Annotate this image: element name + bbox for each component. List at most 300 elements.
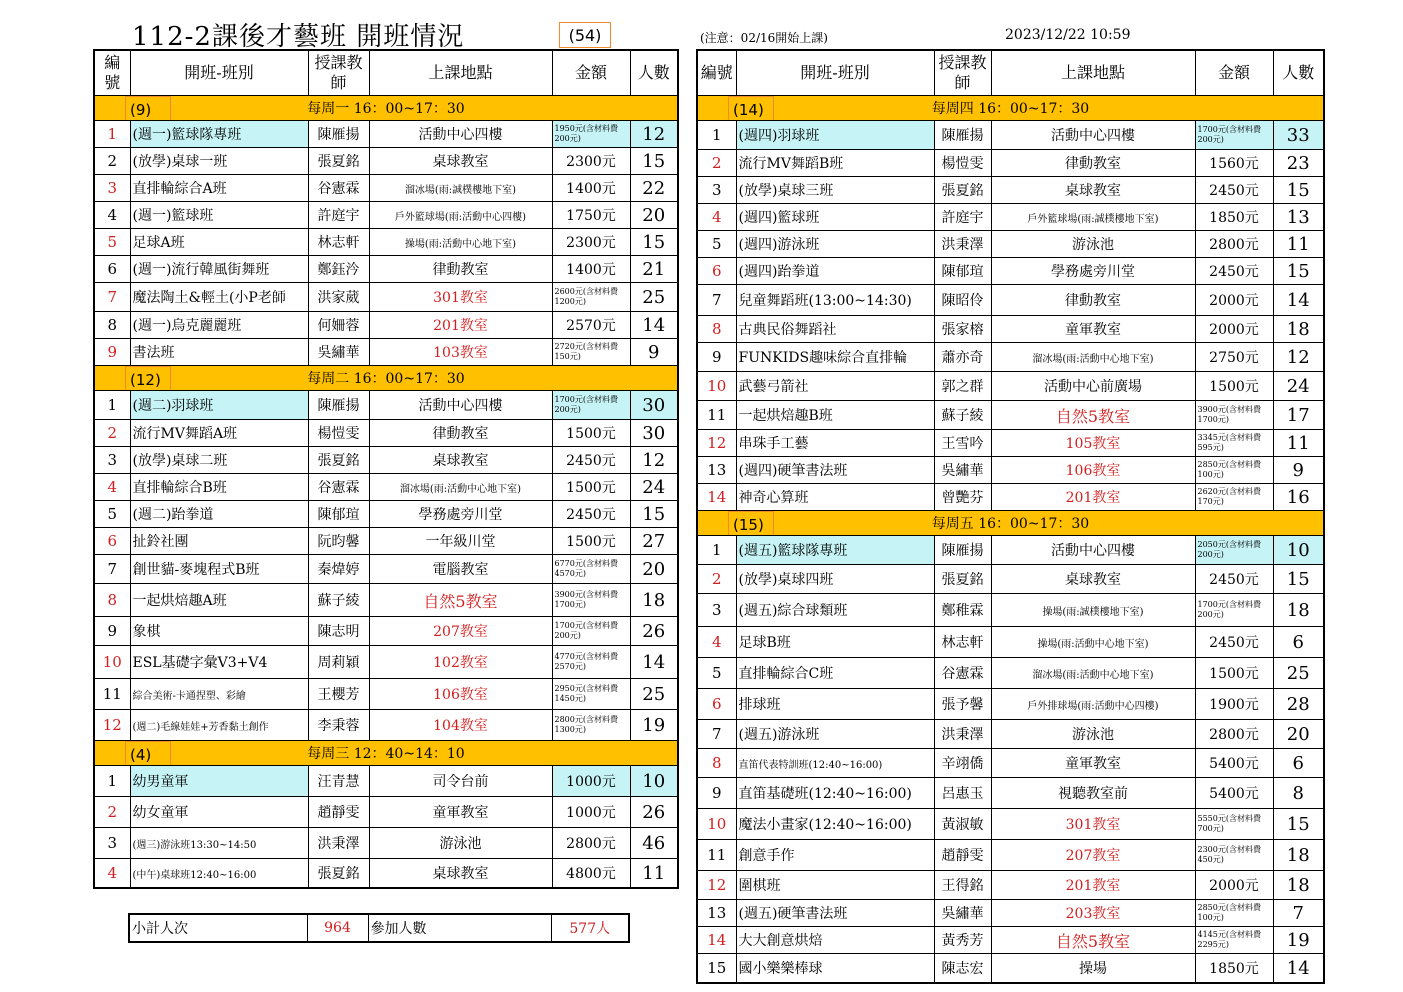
class-amount: 3900元(含材料費1700元) (1195, 401, 1273, 430)
row-number: 1 (697, 121, 736, 150)
teacher-name: 郭之群 (934, 372, 991, 401)
teacher-name: 吳繡華 (934, 457, 991, 484)
table-row (94, 710, 678, 741)
enrollment-count: 6 (1273, 749, 1324, 778)
table-row (94, 584, 678, 617)
row-number: 4 (94, 474, 130, 501)
summary-value-visits: 964 (307, 914, 368, 942)
table-row (94, 339, 678, 366)
class-location: 童軍教室 (369, 797, 552, 828)
class-name: 大大創意烘焙 (736, 927, 934, 954)
table-row (94, 447, 678, 474)
teacher-name: 陳雁揚 (934, 536, 991, 565)
enrollment-count: 10 (630, 766, 678, 797)
table-row (697, 720, 1324, 749)
teacher-name: 阮昀馨 (308, 528, 369, 555)
teacher-name: 呂惠玉 (934, 778, 991, 809)
summary-row (129, 914, 629, 942)
row-number: 2 (697, 565, 736, 594)
enrollment-count: 28 (1273, 689, 1324, 720)
class-amount: 1400元 (552, 175, 630, 202)
class-name: 串珠手工藝 (736, 430, 934, 457)
section-header-wed (94, 741, 678, 766)
class-location: 207教室 (369, 617, 552, 646)
table-row (697, 536, 1324, 565)
section-count-badge: (14) (728, 96, 774, 121)
class-location: 自然5教室 (991, 927, 1195, 954)
row-number: 7 (697, 720, 736, 749)
class-name: 創世貓-麥塊程式B班 (130, 555, 308, 584)
row-number: 1 (94, 391, 130, 420)
enrollment-count: 18 (1273, 594, 1324, 627)
teacher-name: 張家榕 (934, 316, 991, 343)
class-location: 桌球教室 (369, 447, 552, 474)
class-name: 一起烘焙趣A班 (130, 584, 308, 617)
teacher-name: 洪家葳 (308, 283, 369, 312)
row-number: 1 (94, 766, 130, 797)
class-location: 104教室 (369, 710, 552, 741)
class-location: 電腦教室 (369, 555, 552, 584)
page-title: 112-2課後才藝班 開班情況 (132, 22, 465, 52)
teacher-name: 陳雁揚 (308, 121, 369, 148)
class-name: (週四)游泳班 (736, 231, 934, 258)
class-amount: 2050元(含材料費200元) (1195, 536, 1273, 565)
teacher-name: 陳雁揚 (308, 391, 369, 420)
class-amount: 1750元 (552, 202, 630, 229)
section-header-cell (94, 366, 678, 391)
class-location: 203教室 (991, 900, 1195, 927)
class-amount: 4145元(含材料費2295元) (1195, 927, 1273, 954)
table-row (697, 150, 1324, 177)
class-name: 武藝弓箭社 (736, 372, 934, 401)
table-row (94, 256, 678, 283)
teacher-name: 周莉穎 (308, 646, 369, 679)
left-schedule-table (93, 49, 679, 889)
section-header-thu (697, 96, 1324, 121)
class-amount: 1700元(含材料費200元) (552, 617, 630, 646)
table-row (697, 809, 1324, 840)
enrollment-count: 11 (1273, 231, 1324, 258)
row-number: 9 (697, 778, 736, 809)
enrollment-count: 14 (1273, 285, 1324, 316)
section-count-badge: (4) (125, 741, 171, 766)
table-row (697, 372, 1324, 401)
enrollment-count: 15 (630, 148, 678, 175)
table-row (697, 749, 1324, 778)
class-location: 司令台前 (369, 766, 552, 797)
teacher-name: 張予馨 (934, 689, 991, 720)
section-header-fri (697, 511, 1324, 536)
row-number: 9 (697, 343, 736, 372)
class-name: 國小樂樂棒球 (736, 954, 934, 984)
row-number: 3 (94, 175, 130, 202)
col-amount: 金額 (552, 50, 630, 96)
teacher-name: 谷憲霖 (308, 175, 369, 202)
table-row (94, 617, 678, 646)
enrollment-count: 23 (1273, 150, 1324, 177)
section-header-mon (94, 96, 678, 121)
teacher-name: 陳郁瑄 (308, 501, 369, 528)
class-amount: 2300元 (552, 148, 630, 175)
class-amount: 1850元 (1195, 954, 1273, 984)
class-amount: 2300元(含材料費450元) (1195, 840, 1273, 871)
table-row (94, 474, 678, 501)
table-row (94, 391, 678, 420)
enrollment-count: 18 (1273, 316, 1324, 343)
table-row (697, 627, 1324, 658)
row-number: 12 (94, 710, 130, 741)
class-location: 301教室 (369, 283, 552, 312)
class-amount: 1500元 (552, 474, 630, 501)
table-row (94, 528, 678, 555)
class-amount: 1000元 (552, 766, 630, 797)
teacher-name: 王得銘 (934, 871, 991, 900)
class-name: 神奇心算班 (736, 484, 934, 511)
enrollment-count: 12 (630, 447, 678, 474)
left-body (94, 96, 678, 889)
class-location: 溜冰場(雨:活動中心地下室) (991, 343, 1195, 372)
class-amount: 1500元 (1195, 372, 1273, 401)
class-name: 創意手作 (736, 840, 934, 871)
class-location: 自然5教室 (991, 401, 1195, 430)
table-row (697, 430, 1324, 457)
class-amount: 3345元(含材料費595元) (1195, 430, 1273, 457)
enrollment-count: 11 (1273, 430, 1324, 457)
class-amount: 2720元(含材料費150元) (552, 339, 630, 366)
table-row (697, 316, 1324, 343)
class-location: 106教室 (369, 679, 552, 710)
enrollment-count: 20 (630, 555, 678, 584)
table-row (697, 204, 1324, 231)
teacher-name: 吳繡華 (308, 339, 369, 366)
class-amount: 2000元 (1195, 871, 1273, 900)
row-number: 10 (697, 809, 736, 840)
row-number: 3 (94, 447, 130, 474)
enrollment-count: 15 (1273, 177, 1324, 204)
table-row (94, 229, 678, 256)
class-location: 活動中心四樓 (991, 536, 1195, 565)
class-amount: 2600元(含材料費1200元) (552, 283, 630, 312)
teacher-name: 楊愷雯 (934, 150, 991, 177)
class-location: 105教室 (991, 430, 1195, 457)
row-number: 8 (94, 312, 130, 339)
teacher-name: 楊愷雯 (308, 420, 369, 447)
section-header-tue (94, 366, 678, 391)
class-amount: 2950元(含材料費1450元) (552, 679, 630, 710)
enrollment-count: 16 (1273, 484, 1324, 511)
col-class: 開班-班別 (736, 50, 934, 96)
row-number: 14 (697, 927, 736, 954)
class-name: (週四)跆拳道 (736, 258, 934, 285)
class-name: 幼女童軍 (130, 797, 308, 828)
table-row (697, 954, 1324, 984)
enrollment-count: 10 (1273, 536, 1324, 565)
timestamp: 2023/12/22 10:59 (1005, 27, 1131, 43)
class-amount: 2000元 (1195, 285, 1273, 316)
enrollment-count: 8 (1273, 778, 1324, 809)
enrollment-count: 22 (630, 175, 678, 202)
teacher-name: 何姍蓉 (308, 312, 369, 339)
enrollment-count: 24 (1273, 372, 1324, 401)
table-row (94, 283, 678, 312)
class-location: 童軍教室 (991, 749, 1195, 778)
right-body (697, 96, 1324, 984)
enrollment-count: 12 (1273, 343, 1324, 372)
summary-label-participants: 參加人數 (368, 914, 551, 942)
section-header-cell (697, 511, 1324, 536)
class-name: (週一)籃球隊專班 (130, 121, 308, 148)
row-number: 8 (697, 316, 736, 343)
enrollment-count: 14 (1273, 954, 1324, 984)
class-location: 戶外排球場(雨:活動中心四樓) (991, 689, 1195, 720)
class-name: (放學)桌球三班 (736, 177, 934, 204)
class-location: 活動中心四樓 (369, 121, 552, 148)
class-amount: 2800元 (1195, 231, 1273, 258)
class-name: (放學)桌球二班 (130, 447, 308, 474)
class-amount: 2800元 (1195, 720, 1273, 749)
class-amount: 2450元 (1195, 627, 1273, 658)
section-count-badge: (9) (125, 96, 171, 121)
class-location: 活動中心四樓 (991, 121, 1195, 150)
row-number: 12 (697, 430, 736, 457)
table-row (94, 121, 678, 148)
class-location: 活動中心前廣場 (991, 372, 1195, 401)
class-location: 學務處旁川堂 (991, 258, 1195, 285)
class-location: 一年級川堂 (369, 528, 552, 555)
class-amount: 2620元(含材料費170元) (1195, 484, 1273, 511)
table-row (697, 484, 1324, 511)
teacher-name: 林志軒 (934, 627, 991, 658)
table-row (94, 797, 678, 828)
table-row (94, 501, 678, 528)
enrollment-count: 12 (630, 121, 678, 148)
class-name: 象棋 (130, 617, 308, 646)
teacher-name: 李秉蓉 (308, 710, 369, 741)
class-amount: 5550元(含材料費700元) (1195, 809, 1273, 840)
enrollment-count: 25 (630, 679, 678, 710)
col-teacher: 授課教師 (934, 50, 991, 96)
class-amount: 1560元 (1195, 150, 1273, 177)
table-row (94, 175, 678, 202)
enrollment-count: 30 (630, 391, 678, 420)
row-number: 6 (697, 258, 736, 285)
enrollment-count: 27 (630, 528, 678, 555)
class-location: 律動教室 (991, 285, 1195, 316)
table-row (94, 555, 678, 584)
table-row (697, 565, 1324, 594)
class-amount: 1500元 (552, 420, 630, 447)
teacher-name: 許庭宇 (308, 202, 369, 229)
class-location: 103教室 (369, 339, 552, 366)
table-row (697, 658, 1324, 689)
row-number: 10 (94, 646, 130, 679)
class-location: 操場(雨:活動中心地下室) (991, 627, 1195, 658)
enrollment-count: 26 (630, 617, 678, 646)
table-row (697, 231, 1324, 258)
class-amount: 1850元 (1195, 204, 1273, 231)
row-number: 2 (697, 150, 736, 177)
row-number: 5 (697, 231, 736, 258)
row-number: 9 (94, 617, 130, 646)
teacher-name: 谷憲霖 (934, 658, 991, 689)
teacher-name: 許庭宇 (934, 204, 991, 231)
class-name: ESL基礎字彙V3+V4 (130, 646, 308, 679)
class-amount: 1700元(含材料費200元) (1195, 121, 1273, 150)
class-amount: 1700元(含材料費200元) (1195, 594, 1273, 627)
col-no: 編號 (94, 50, 130, 96)
row-number: 5 (94, 501, 130, 528)
class-location: 戶外籃球場(雨:活動中心四樓) (369, 202, 552, 229)
class-location: 桌球教室 (369, 859, 552, 889)
class-name: 古典民俗舞蹈社 (736, 316, 934, 343)
section-time-label: 每周四 16：00~17：30 (931, 101, 1090, 117)
row-number: 5 (94, 229, 130, 256)
section-time-label: 每周一 16：00~17：30 (307, 101, 465, 117)
table-row (697, 778, 1324, 809)
row-number: 2 (94, 797, 130, 828)
teacher-name: 趙靜雯 (934, 840, 991, 871)
table-row (697, 177, 1324, 204)
class-location: 201教室 (369, 312, 552, 339)
teacher-name: 谷憲霖 (308, 474, 369, 501)
section-count-badge: (15) (728, 511, 774, 536)
class-name: (週四)羽球班 (736, 121, 934, 150)
teacher-name: 蘇子綾 (934, 401, 991, 430)
row-number: 7 (94, 555, 130, 584)
table-row (94, 766, 678, 797)
teacher-name: 黃淑敏 (934, 809, 991, 840)
class-name: 一起烘焙趣B班 (736, 401, 934, 430)
row-number: 11 (94, 679, 130, 710)
table-row (697, 121, 1324, 150)
row-number: 8 (94, 584, 130, 617)
class-location: 操場(雨:誠樸樓地下室) (991, 594, 1195, 627)
class-location: 律動教室 (369, 256, 552, 283)
row-number: 4 (697, 627, 736, 658)
teacher-name: 辛翊僑 (934, 749, 991, 778)
row-number: 3 (697, 594, 736, 627)
class-location: 學務處旁川堂 (369, 501, 552, 528)
class-amount: 2850元(含材料費100元) (1195, 457, 1273, 484)
row-number: 6 (94, 256, 130, 283)
section-time-label: 每周五 16：00~17：30 (931, 516, 1090, 532)
row-number: 6 (94, 528, 130, 555)
class-amount: 1000元 (552, 797, 630, 828)
table-row (94, 420, 678, 447)
row-number: 4 (94, 859, 130, 889)
teacher-name: 陳昭伶 (934, 285, 991, 316)
row-number: 2 (94, 420, 130, 447)
enrollment-count: 18 (1273, 871, 1324, 900)
table-row (94, 148, 678, 175)
row-number: 13 (697, 457, 736, 484)
class-name: (週五)游泳班 (736, 720, 934, 749)
class-location: 106教室 (991, 457, 1195, 484)
teacher-name: 吳繡華 (934, 900, 991, 927)
class-location: 桌球教室 (991, 565, 1195, 594)
teacher-name: 王櫻芳 (308, 679, 369, 710)
class-name: (週三)游泳班13:30~14:50 (130, 828, 308, 859)
class-location: 視聽教室前 (991, 778, 1195, 809)
row-number: 7 (94, 283, 130, 312)
class-amount: 1500元 (1195, 658, 1273, 689)
section-header-cell (697, 96, 1324, 121)
row-number: 10 (697, 372, 736, 401)
enrollment-count: 15 (630, 501, 678, 528)
class-location: 207教室 (991, 840, 1195, 871)
table-row (94, 646, 678, 679)
enrollment-count: 26 (630, 797, 678, 828)
class-name: (週一)烏克麗麗班 (130, 312, 308, 339)
row-number: 11 (697, 401, 736, 430)
enrollment-count: 15 (1273, 565, 1324, 594)
class-location: 溜冰場(雨:誠樸樓地下室) (369, 175, 552, 202)
class-amount: 2450元 (1195, 565, 1273, 594)
table-row (697, 258, 1324, 285)
enrollment-count: 33 (1273, 121, 1324, 150)
teacher-name: 鄭稚霖 (934, 594, 991, 627)
class-name: (放學)桌球四班 (736, 565, 934, 594)
table-row (697, 457, 1324, 484)
table-row (697, 689, 1324, 720)
enrollment-count: 15 (1273, 809, 1324, 840)
class-name: 直排輪綜合C班 (736, 658, 934, 689)
enrollment-count: 18 (1273, 840, 1324, 871)
class-location: 童軍教室 (991, 316, 1195, 343)
teacher-name: 陳郁瑄 (934, 258, 991, 285)
section-count-badge: (12) (125, 366, 171, 391)
section-header-cell (94, 96, 678, 121)
class-name: 圍棋班 (736, 871, 934, 900)
class-name: (週四)硬筆書法班 (736, 457, 934, 484)
class-location: 戶外籃球場(雨:誠樸樓地下室) (991, 204, 1195, 231)
class-name: (週二)羽球班 (130, 391, 308, 420)
col-location: 上課地點 (991, 50, 1195, 96)
class-amount: 2800元(含材料費1300元) (552, 710, 630, 741)
class-location: 桌球教室 (991, 177, 1195, 204)
class-location: 102教室 (369, 646, 552, 679)
col-count: 人數 (630, 50, 678, 96)
class-amount: 1700元(含材料費200元) (552, 391, 630, 420)
row-number: 2 (94, 148, 130, 175)
class-location: 桌球教室 (369, 148, 552, 175)
class-name: (週二)毛線娃娃+芳香黏土創作 (130, 710, 308, 741)
enrollment-count: 20 (630, 202, 678, 229)
enrollment-count: 25 (630, 283, 678, 312)
class-location: 操場(雨:活動中心地下室) (369, 229, 552, 256)
row-number: 1 (94, 121, 130, 148)
class-amount: 2300元 (552, 229, 630, 256)
class-amount: 2850元(含材料費100元) (1195, 900, 1273, 927)
row-number: 6 (697, 689, 736, 720)
col-location: 上課地點 (369, 50, 552, 96)
enrollment-count: 9 (1273, 457, 1324, 484)
row-number: 8 (697, 749, 736, 778)
class-name: (週一)籃球班 (130, 202, 308, 229)
table-row (697, 871, 1324, 900)
teacher-name: 曾艷芬 (934, 484, 991, 511)
class-name: 直笛基礎班(12:40~16:00) (736, 778, 934, 809)
class-name: 足球B班 (736, 627, 934, 658)
enrollment-count: 7 (1273, 900, 1324, 927)
teacher-name: 鄭鈺汵 (308, 256, 369, 283)
class-amount: 2450元 (1195, 177, 1273, 204)
teacher-name: 黃秀芳 (934, 927, 991, 954)
row-number: 15 (697, 954, 736, 984)
enrollment-count: 13 (1273, 204, 1324, 231)
class-name: FUNKIDS趣味綜合直排輪 (736, 343, 934, 372)
class-amount: 1900元 (1195, 689, 1273, 720)
